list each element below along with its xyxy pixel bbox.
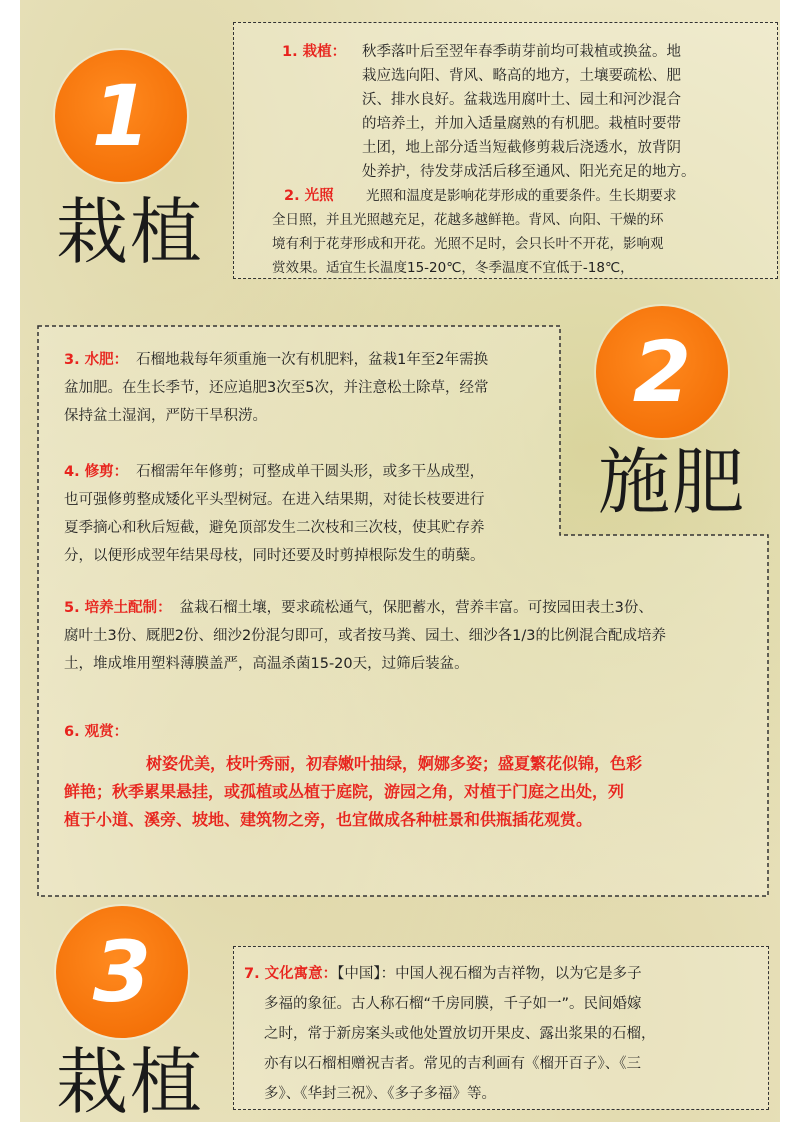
item-7-first-line: 【中国】：中国人视石榴为吉祥物，以为它是多子 [337,966,642,982]
item-1-line: 秋季落叶后至翌年春季萌芽前均可栽植或换盆。地 [362,44,681,60]
item-3-head: 3. 水肥： [64,352,129,368]
item-4-line: 夏季摘心和秋后短截，避免顶部发生二次枝和三次枝，使其贮存养 [64,520,485,536]
item-2-head: 2. 光照 [284,188,334,204]
item-7-line: 多》、《华封三祝》、《多子多福》等。 [264,1086,496,1102]
section-3-title: 栽植 [56,1040,205,1124]
section-2-number: 2 [632,323,692,421]
item-2-line: 全日照，并且光照越充足，花越多越鲜艳。背风、向阳、干燥的环 [272,212,664,228]
item-5-first-line: 盆栽石榴土壤，要求疏松通气，保肥蓄水，营养丰富。可按园田表土3份、 [179,600,653,616]
section-2-title: 施肥 [598,440,747,524]
item-4-pruning [64,460,559,568]
item-7-line: 亦有以石榴相赠祝吉者。常见的吉利画有《榴开百子》、《三 [264,1056,641,1072]
item-2-first-line: 光照和温度是影响花芽形成的重要条件。生长期要求 [366,188,677,204]
item-1-line: 处养护，待发芽成活后移至通风、阳光充足的地方。 [362,164,696,180]
item-7-line: 多福的象征。古人称石榴“千房同膜，千子如一”。民间婚嫁 [264,996,642,1012]
item-6-line: 植于小道、溪旁、坡地、建筑物之旁，也宜做成各种桩景和供瓶插花观赏。 [64,810,593,829]
item-4-head: 4. 修剪： [64,464,129,480]
item-3-water-fertilizer [64,348,559,428]
item-7-line: 之时，常于新房案头或他处置放切开果皮、露出浆果的石榴， [264,1026,656,1042]
item-1-line: 沃、排水良好。盆栽选用腐叶土、园土和河沙混合 [362,92,681,108]
item-7-cultural-meaning [244,962,759,1106]
item-6-head: 6. 观赏： [64,724,129,740]
item-6-body [64,750,764,834]
item-1-line: 栽应选向阳、背风、略高的地方，土壤要疏松、肥 [362,68,681,84]
item-2-line: 赏效果。适宜生长温度15-20℃，冬季温度不宜低于-18℃， [272,260,634,276]
item-6-line: 鲜艳；秋季累果悬挂，或孤植或丛植于庭院，游园之角，对植于门庭之出处，列 [64,782,625,801]
section-3-number-badge [56,906,188,1038]
item-2-line: 境有利于花芽形成和开花。光照不足时，会只长叶不开花，影响观 [272,236,664,252]
item-7-head: 7. 文化寓意： [244,966,338,982]
item-4-line: 分，以便形成翌年结果母枝，同时还要及时剪掉根际发生的萌蘖。 [64,548,485,564]
item-5-head: 5. 培养土配制： [64,600,172,616]
section-3-number: 3 [92,923,152,1021]
item-4-first-line: 石榴需年年修剪；可整成单干圆头形，或多干丛成型， [136,464,485,480]
section-1-number: 1 [91,67,151,165]
item-6-ornamental [64,720,764,834]
item-1-head: 1. 栽植： [282,44,347,60]
item-5-soil-mix [64,596,764,676]
item-3-first-line: 石榴地栽每年须重施一次有机肥料，盆栽1年至2年需换 [136,352,489,368]
item-5-line: 土，堆成堆用塑料薄膜盖严，高温杀菌15-20天，过筛后装盆。 [64,656,469,672]
item-1-line: 土团，地上部分适当短截修剪栽后浇透水，放背阴 [362,140,681,156]
item-4-line: 也可强修剪整成矮化平头型树冠。在进入结果期，对徒长枝要进行 [64,492,485,508]
item-6-first-line: 树姿优美，枝叶秀丽，初春嫩叶抽绿，婀娜多姿；盛夏繁花似锦，色彩 [146,754,643,773]
item-3-line: 保持盆土湿润，严防干旱积涝。 [64,408,267,424]
item-5-line: 腐叶土3份、厩肥2份、细沙2份混匀即可，或者按马粪、园土、细沙各1/3的比例混合配成培养 [64,628,667,644]
item-1-line: 的培养土，并加入适量腐熟的有机肥。栽植时要带 [362,116,681,132]
item-3-line: 盆加肥。在生长季节，还应追肥3次至5次，并注意松土除草，经常 [64,380,489,396]
section-1-title: 栽植 [56,190,205,274]
